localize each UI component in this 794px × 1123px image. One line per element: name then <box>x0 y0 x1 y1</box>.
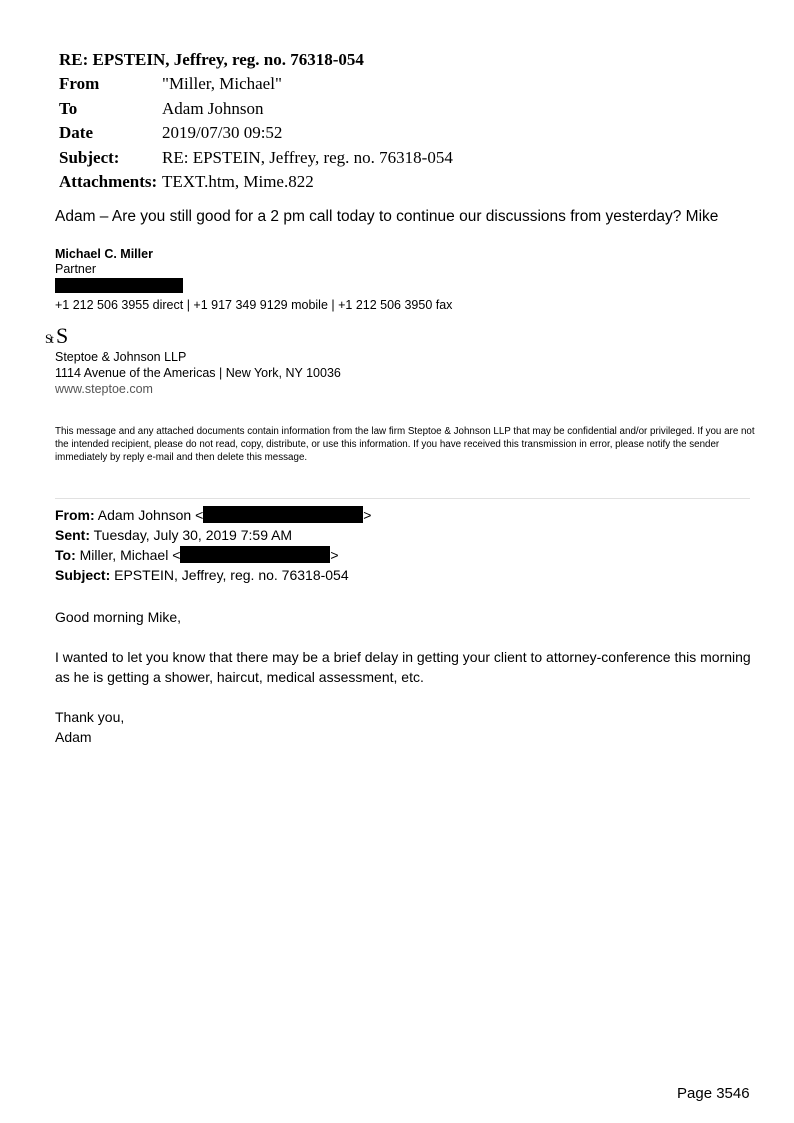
redaction-box <box>55 278 183 293</box>
redaction-box <box>180 546 330 563</box>
meta-row-subject <box>59 146 453 171</box>
firm-website-link[interactable]: www.steptoe.com <box>55 382 153 396</box>
meta-value: 2019/07/30 09:52 <box>162 123 283 142</box>
section-divider <box>55 498 750 499</box>
email-body-text: Adam – Are you still good for a 2 pm call today to continue our discussions from yesterday? Mike <box>55 208 719 225</box>
fwd-from-close: > <box>363 507 372 523</box>
fwd-subject-label: Subject: <box>55 567 111 583</box>
firm-address: 1114 Avenue of the Americas | New York, NY 10036 <box>55 366 341 380</box>
signature-title: Partner <box>55 262 96 276</box>
fwd-from-label: From: <box>55 507 95 523</box>
meta-row-attachments <box>59 170 453 195</box>
meta-value: TEXT.htm, Mime.822 <box>162 172 314 191</box>
signature-name: Michael C. Miller <box>55 247 153 261</box>
firm-name: Steptoe & Johnson LLP <box>55 350 187 364</box>
fwd-closing: Thank you, <box>55 709 125 725</box>
meta-value: RE: EPSTEIN, Jeffrey, reg. no. 76318-054 <box>162 147 453 167</box>
fwd-to-value: Miller, Michael < <box>79 547 181 563</box>
fwd-sent-line <box>55 525 371 545</box>
redaction-box <box>203 506 363 523</box>
fwd-to-close: > <box>330 547 339 563</box>
fwd-sent-label: Sent: <box>55 527 90 543</box>
meta-key: Subject: <box>59 147 120 167</box>
forwarded-header <box>55 505 371 585</box>
fwd-to-label: To: <box>55 547 76 563</box>
signature-contact: +1 212 506 3955 direct | +1 917 349 9129 mobile | +1 212 506 3950 fax <box>55 298 453 312</box>
page-number: Page 3546 <box>677 1085 750 1102</box>
fwd-subject-line <box>55 565 371 585</box>
fwd-signoff: Adam <box>55 729 92 745</box>
fwd-subject-value: EPSTEIN, Jeffrey, reg. no. 76318-054 <box>114 567 349 583</box>
fwd-message: I wanted to let you know that there may be a brief delay in getting your client to attorney-conference this morning as he is getting a shower, haircut, medical assessment, etc. <box>55 649 751 685</box>
legal-disclaimer: This message and any attached documents contain information from the law firm Steptoe & Johnson LLP that may be confidential and/or privileged. If you are not the intended recipient, please do not read, copy, distribute, or use this information. If you have received this transmission in error, please notify the sender immediately by reply e-mail and then delete this message. <box>55 426 755 463</box>
meta-key: Date <box>59 123 93 142</box>
steptoe-logo-icon <box>45 325 75 347</box>
email-meta-table <box>59 72 453 195</box>
meta-key: To <box>59 98 78 118</box>
signature-block <box>55 247 452 313</box>
forwarded-body <box>55 607 755 747</box>
fwd-from-line <box>55 505 371 525</box>
meta-value: Adam Johnson <box>162 98 264 118</box>
meta-row-date <box>59 121 453 146</box>
fwd-from-value: Adam Johnson < <box>97 507 204 523</box>
svg-text:St: St <box>45 331 52 346</box>
meta-key: Attachments: <box>59 172 158 191</box>
fwd-to-line <box>55 545 371 565</box>
meta-value: "Miller, Michael" <box>162 74 282 93</box>
fwd-sent-value: Tuesday, July 30, 2019 7:59 AM <box>93 527 293 543</box>
fwd-greeting: Good morning Mike, <box>55 609 182 625</box>
firm-info <box>55 349 341 397</box>
email-header <box>59 48 453 195</box>
email-subject-title: RE: EPSTEIN, Jeffrey, reg. no. 76318-054 <box>59 50 364 69</box>
meta-row-from <box>59 72 453 97</box>
meta-row-to <box>59 97 453 122</box>
svg-text:S: S <box>56 325 67 347</box>
meta-key: From <box>59 74 100 93</box>
